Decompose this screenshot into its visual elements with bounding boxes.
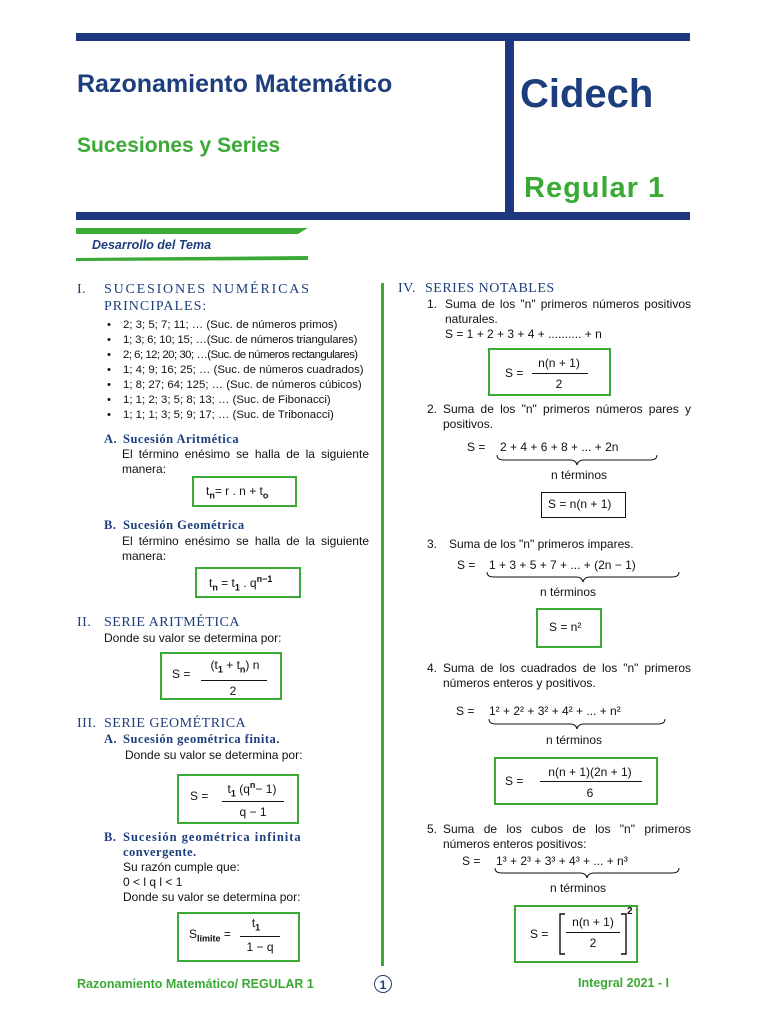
formula-geometric-term: $t_n = t_1$ . $q^{n-1}$: [209, 574, 273, 593]
fraction-denominator: 6: [586, 786, 594, 800]
brace-label: n términos: [546, 733, 603, 747]
body-text: Suma de los "n" primeros impares.: [449, 537, 634, 551]
body-text: Suma de los cubos de los "n" primeros: [443, 822, 691, 836]
underbrace: [486, 571, 680, 583]
fraction-bar: [222, 801, 284, 802]
subsection-a-label: A.: [104, 432, 118, 446]
fraction-denominator: 1 − q: [246, 940, 274, 954]
brace-label: n términos: [550, 881, 607, 895]
fraction-bar: [532, 373, 588, 374]
body-text: Donde su valor se determina por:: [125, 748, 303, 762]
subsection-b-title: Sucesión Geométrica: [123, 518, 245, 532]
exponent: 2: [627, 906, 633, 917]
section2-number: II.: [77, 615, 92, 630]
fraction-denominator: 2: [229, 684, 237, 698]
fraction-denominator: 2: [589, 936, 597, 950]
list-item: • 1; 1; 2; 3; 5; 8; 13; … (Suc. de Fibonacci): [103, 393, 364, 408]
formula-s: S =: [172, 667, 191, 681]
footer-right: Integral 2021 - I: [578, 976, 670, 990]
body-text: 0 < l q l < 1: [123, 875, 183, 889]
formula-arithmetic-term: $t_n= r$ . $n + t_o$: [206, 484, 269, 501]
formula-s-limit: $S_{límite}$ =: [189, 927, 231, 944]
column-divider: [381, 283, 384, 966]
list-item: • 1; 8; 27; 64; 125; … (Suc. de números cúbicos): [103, 378, 364, 393]
section3-number: III.: [77, 716, 97, 731]
section3-title: SERIE GEOMÉTRICA: [104, 716, 247, 731]
section1-title-a: SUCESIONES NUMÉRICAS: [104, 282, 311, 297]
banner-label: Desarrollo del Tema: [92, 238, 212, 252]
body-text: Suma de los "n" primeros números pares y: [443, 402, 691, 416]
body-text: números enteros y positivos.: [443, 676, 596, 690]
body-text: positivos.: [443, 417, 494, 431]
fraction-bar: [240, 936, 280, 937]
result-formula: S = n(n + 1): [548, 497, 612, 511]
sequence-list: [103, 318, 364, 423]
underbrace: [494, 867, 680, 879]
formula-s: S =: [505, 774, 524, 788]
subsection-b-label: B.: [104, 830, 117, 844]
body-text: números enteros positivos:: [443, 837, 587, 851]
page-number: [374, 975, 392, 993]
series-expression: 2 + 4 + 6 + 8 + ... + 2n: [500, 440, 619, 454]
section1-title-b: PRINCIPALES:: [104, 299, 208, 314]
fraction-numerator: n(n + 1): [538, 356, 580, 370]
bottom-rule: [76, 212, 690, 220]
body-text: manera:: [122, 462, 167, 476]
series-s: S =: [462, 854, 481, 868]
subsection-b-title: Sucesión geométrica infinita: [123, 830, 302, 844]
body-text: naturales.: [445, 312, 498, 326]
series-expression: 1 + 3 + 5 + 7 + ... + (2n − 1): [489, 558, 636, 572]
fraction-bar: [566, 932, 620, 933]
brace-label: n términos: [551, 468, 608, 482]
body-text: El término enésimo se halla de la siguiente: [122, 447, 369, 461]
footer-left: Razonamiento Matemático/ REGULAR 1: [77, 977, 314, 991]
list-item: • 2; 6; 12; 20; 30; …(Suc. de números rectangulares): [103, 348, 364, 363]
list-item: • 2; 3; 5; 7; 11; … (Suc. de números primos): [103, 318, 364, 333]
series-s: S =: [457, 558, 476, 572]
list-item: • 1; 4; 9; 16; 25; … (Suc. de números cuadrados): [103, 363, 364, 378]
formula-s: S =: [530, 927, 549, 941]
underbrace: [488, 718, 666, 730]
level-label: Regular 1: [524, 172, 666, 204]
body-text: El término enésimo se halla de la siguiente: [122, 534, 369, 548]
body-text: Su razón cumple que:: [123, 860, 240, 874]
series-expression: 1² + 2² + 3² + 4² + ... + n²: [489, 704, 621, 718]
page-title: Razonamiento Matemático: [77, 70, 393, 98]
brand-logo: Cidech: [520, 72, 654, 116]
page-subtitle: Sucesiones y Series: [77, 134, 281, 157]
item-number: 2.: [427, 402, 438, 416]
underbrace: [496, 454, 658, 466]
subsection-a-title: Sucesión geométrica finita.: [123, 732, 280, 746]
formula-s: S =: [505, 366, 524, 380]
fraction-bar: [540, 781, 642, 782]
subsection-b-title-cont: convergente.: [123, 845, 197, 859]
right-bracket: [620, 913, 628, 955]
series-s: S =: [456, 704, 475, 718]
section4-title: SERIES NOTABLES: [425, 281, 555, 296]
section4-number: IV.: [398, 281, 416, 296]
item-number: 1.: [427, 297, 438, 311]
fraction-numerator: $t_1$: [251, 916, 261, 933]
result-formula: S = n²: [549, 620, 582, 634]
vertical-rule: [505, 33, 514, 220]
fraction-numerator: $(t_1 + t_n)$ n: [210, 658, 260, 675]
subsection-b-label: B.: [104, 518, 117, 532]
fraction-denominator: q − 1: [239, 805, 267, 819]
top-rule: [76, 33, 690, 41]
fraction-numerator: n(n + 1): [572, 915, 614, 929]
list-item: • 1; 3; 6; 10; 15; …(Suc. de números triangulares): [103, 333, 364, 348]
series-s: S =: [467, 440, 486, 454]
series-expression: 1³ + 2³ + 3³ + 4³ + ... + n³: [496, 854, 628, 868]
brace-label: n términos: [540, 585, 597, 599]
fraction-numerator: $t_1$ $(q^n- 1)$: [227, 780, 277, 799]
body-text: Suma de los "n" primeros números positivos: [445, 297, 691, 311]
item-number: 3.: [427, 537, 438, 551]
series-expression: S = 1 + 2 + 3 + 4 + .......... + n: [445, 327, 602, 341]
fraction-numerator: n(n + 1)(2n + 1): [548, 765, 632, 779]
page-number-text: 1: [379, 978, 387, 992]
item-number: 4.: [427, 661, 438, 675]
section1-number: I.: [77, 282, 87, 297]
subsection-a-title: Sucesión Aritmética: [123, 432, 240, 446]
fraction-denominator: 2: [555, 377, 563, 391]
body-text: Donde su valor se determina por:: [104, 631, 282, 645]
body-text: Donde su valor se determina por:: [123, 890, 301, 904]
formula-s: S =: [190, 789, 209, 803]
body-text: Suma de los cuadrados de los "n" primeros: [443, 661, 691, 675]
subsection-a-label: A.: [104, 732, 118, 746]
section2-title: SERIE ARITMÉTICA: [104, 615, 240, 630]
item-number: 5.: [427, 822, 438, 836]
fraction-bar: [201, 680, 267, 681]
body-text: manera:: [122, 549, 167, 563]
list-item: • 1; 1; 1; 3; 5; 9; 17; … (Suc. de Tribonacci): [103, 408, 364, 423]
